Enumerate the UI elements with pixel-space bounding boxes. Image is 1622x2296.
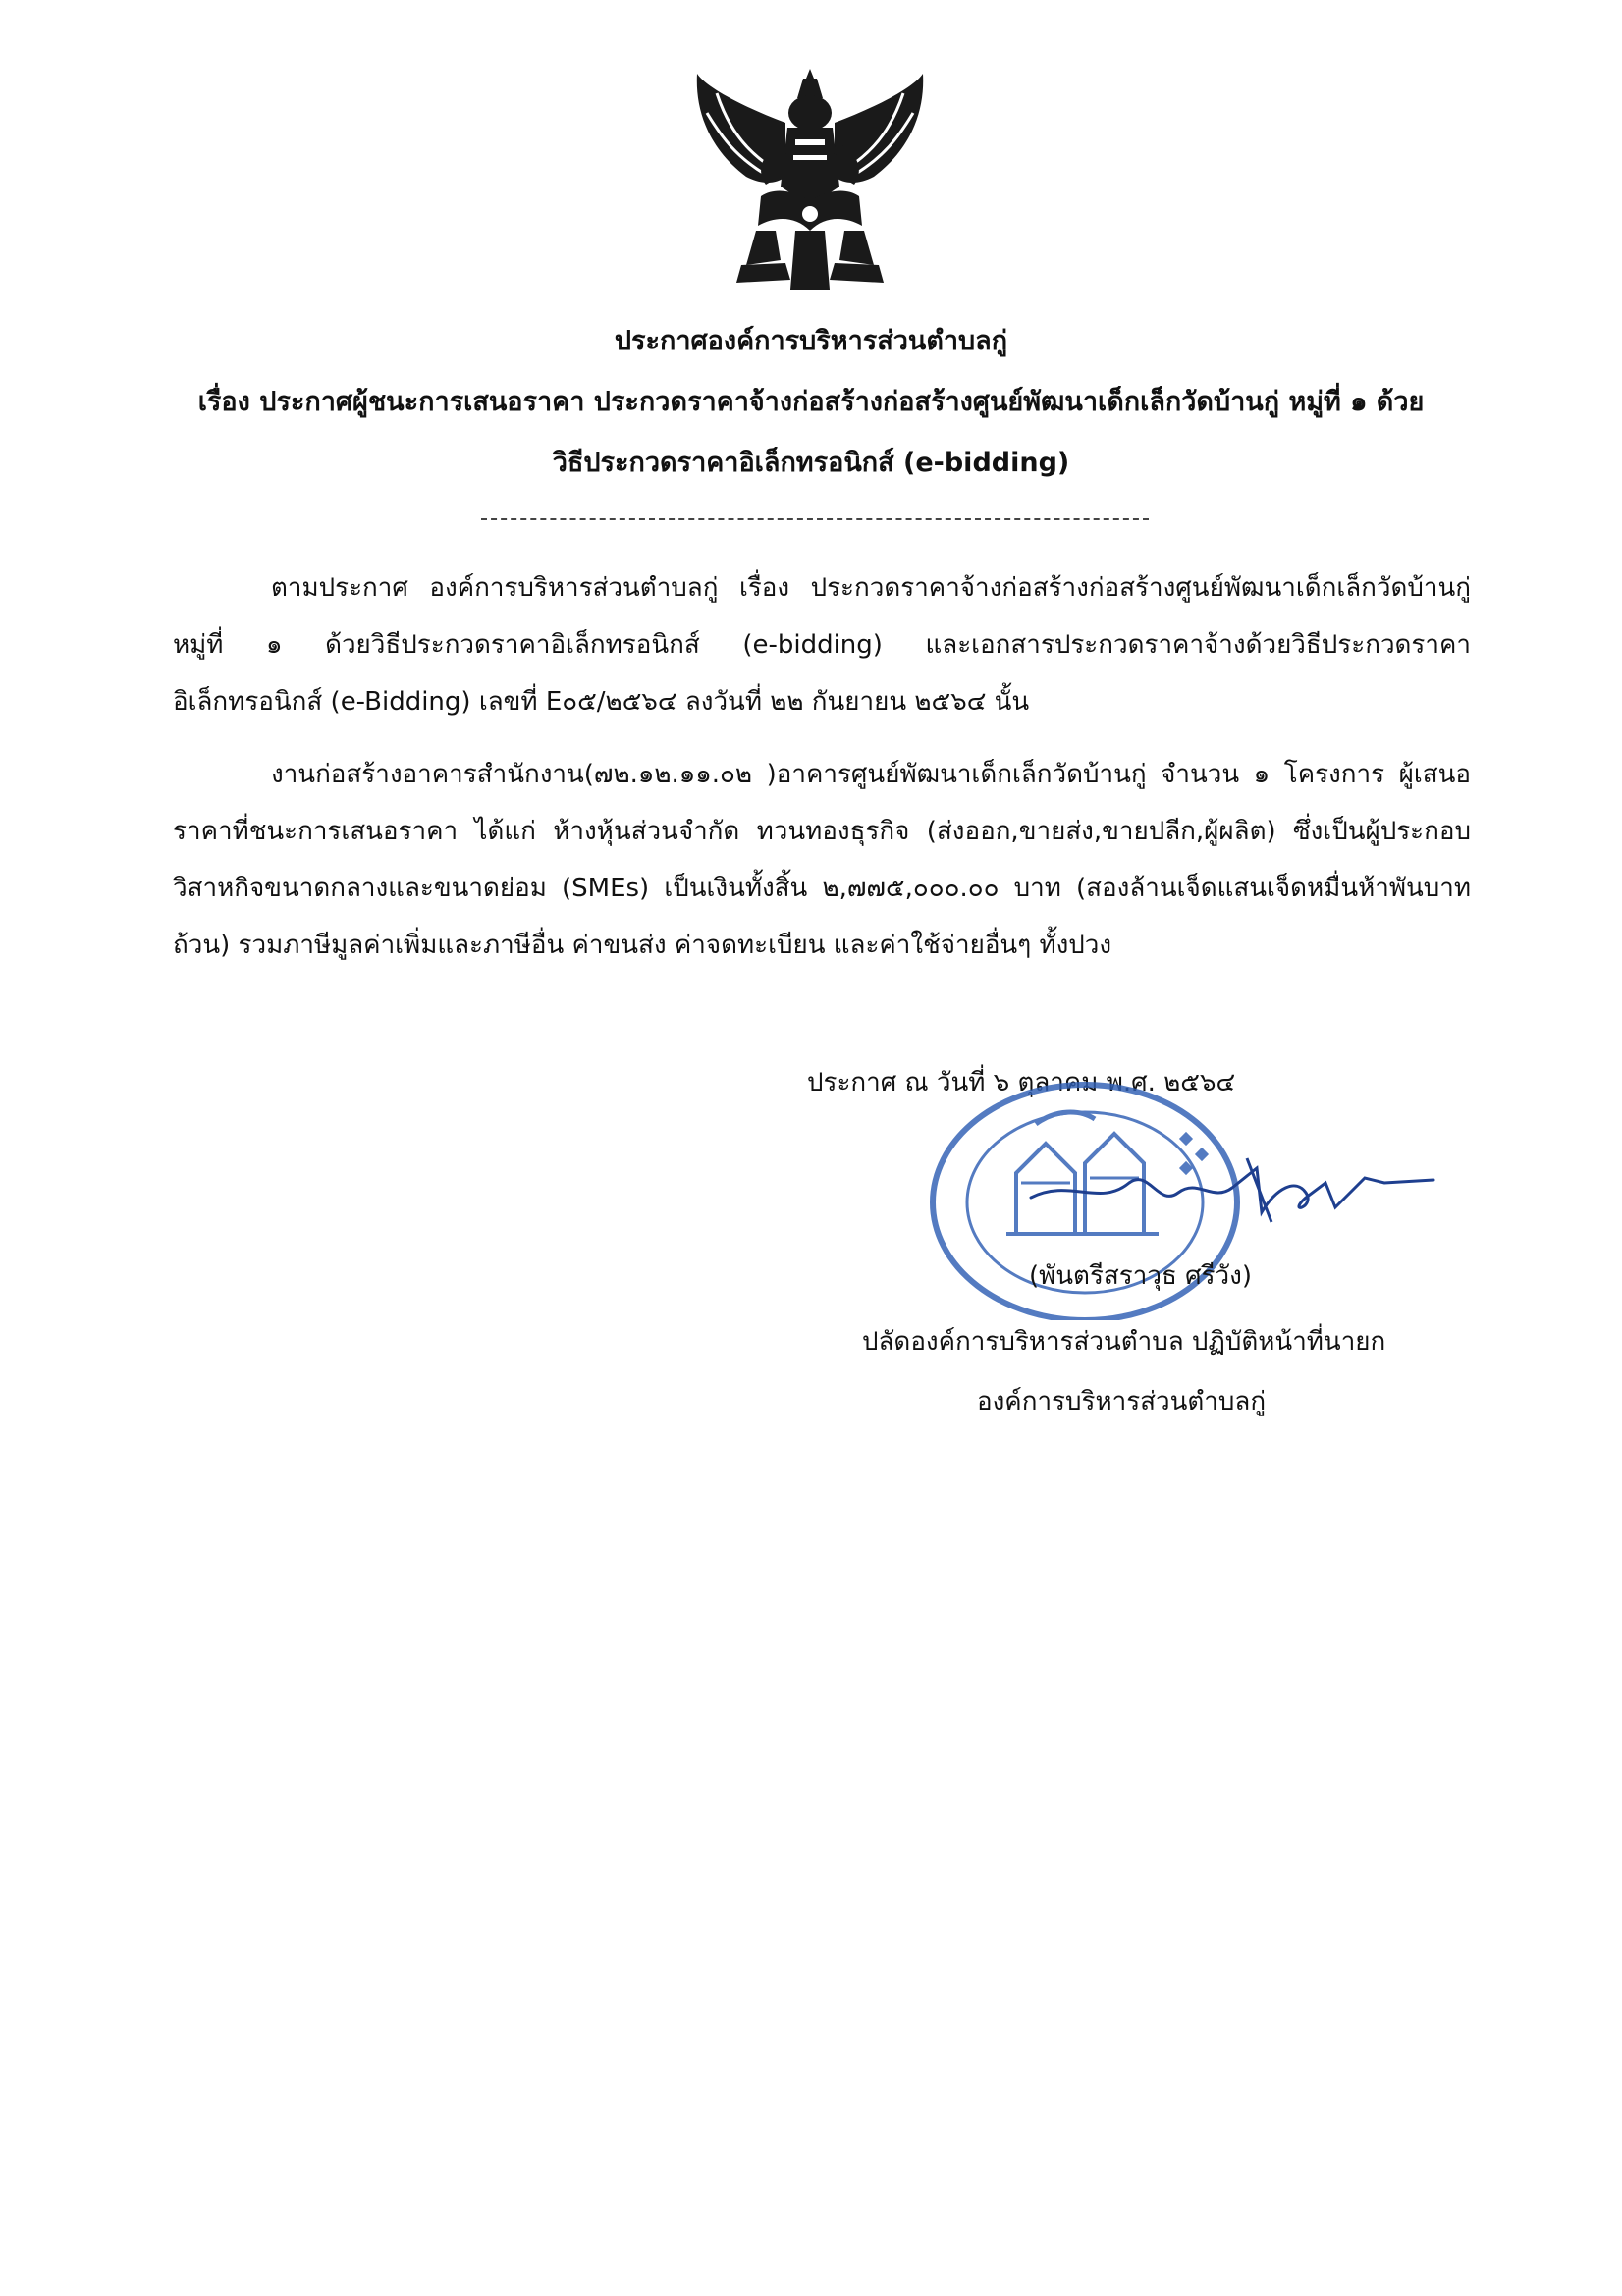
dashed-divider <box>481 518 1149 520</box>
signer-name: (พันตรีสราวุธ ศรีวัง) <box>1029 1261 1252 1291</box>
signer-position-line-2: องค์การบริหารส่วนตำบลกู่ <box>977 1387 1267 1416</box>
paragraph-winner <box>173 746 1471 974</box>
paragraph-reference <box>173 560 1471 730</box>
subject-line-2: วิธีประกวดราคาอิเล็กทรอนิกส์ (e-bidding) <box>552 448 1070 478</box>
subject-line-1: เรื่อง ประกาศผู้ชนะการเสนอราคา ประกวดราคาจ้างก่อสร้างก่อสร้างศูนย์พัฒนาเด็กเล็กวัดบ้านกู่ หมู่ที่ ๑ ด้วย <box>197 387 1425 417</box>
handwritten-signature-icon <box>1011 1139 1443 1247</box>
announcement-date: ประกาศ ณ วันที่ ๖ ตุลาคม พ.ศ. ๒๕๖๔ <box>807 1068 1236 1097</box>
organization-title: ประกาศองค์การบริหารส่วนตำบลกู่ <box>614 326 1008 356</box>
paragraph-2-text: งานก่อสร้างอาคารสำนักงาน(๗๒.๑๒.๑๑.๐๒ )อาคารศูนย์พัฒนาเด็กเล็กวัดบ้านกู่ จำนวน ๑ โครงการ ผู้เสนอราคาที่ชนะการเสนอราคา ได้แก่ ห้างหุ้นส่วนจำกัด ทวนทองธุรกิจ (ส่งออก,ขายส่ง,ขายปลีก,ผู้ผลิต) ซึ่งเป็นผู้ประกอบวิสาหกิจขนาดกลางและขนาดย่อม (SMEs) เป็นเงินทั้งสิ้น ๒,๗๗๕,๐๐๐.๐๐ บาท (สองล้านเจ็ดแสนเจ็ดหมื่นห้าพันบาทถ้วน) รวมภาษีมูลค่าเพิ่มและภาษีอื่น ค่าขนส่ง ค่าจดทะเบียน และค่าใช้จ่ายอื่นๆ ทั้งปวง <box>173 760 1471 960</box>
paragraph-1-text: ตามประกาศ องค์การบริหารส่วนตำบลกู่ เรื่อง ประกวดราคาจ้างก่อสร้างก่อสร้างศูนย์พัฒนาเด็กเล็กวัดบ้านกู่ หมู่ที่ ๑ ด้วยวิธีประกวดราคาอิเล็กทรอนิกส์ (e-bidding) และเอกสารประกวดราคาจ้างด้วยวิธีประกวดราคาอิเล็กทรอนิกส์ (e-Bidding) เลขที่ E๐๕/๒๕๖๔ ลงวันที่ ๒๒ กันยายน ๒๕๖๔ นั้น <box>173 573 1471 717</box>
garuda-emblem-icon <box>687 69 933 294</box>
signer-position-line-1: ปลัดองค์การบริหารส่วนตำบล ปฏิบัติหน้าที่นายก <box>862 1327 1386 1357</box>
